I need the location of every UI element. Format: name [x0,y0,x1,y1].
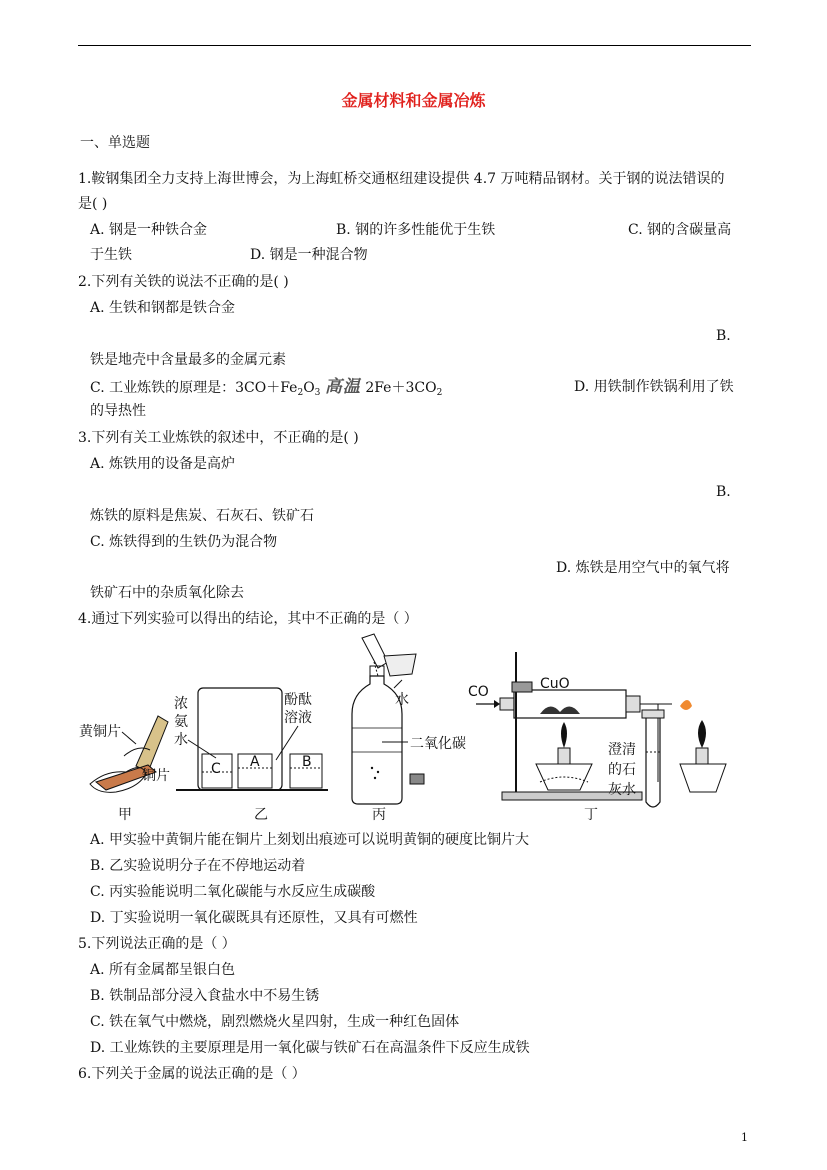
label-jia: 甲 [118,807,132,823]
cap [410,774,424,784]
q1-stem-line1: 1.鞍钢集团全力支持上海世博会，为上海虹桥交通枢纽建设提供 4.7 万吨精品钢材。关于钢的说法错误的 [78,171,725,187]
q2-c-sub1: 2 [297,388,304,398]
q3-option-d-cont: 铁矿石中的杂质氧化除去 [90,585,244,601]
q3-stem: 3.下列有关工业炼铁的叙述中，不正确的是( ) [78,430,359,446]
co-label: CO [468,684,489,700]
copper-label: 铜片 [142,768,170,784]
brass-label: 黄铜片 [79,724,121,740]
q5-option-a[interactable]: A. 所有金属都呈银白色 [90,962,236,978]
q4-option-b[interactable]: B. 乙实验说明分子在不停地运动着 [90,858,306,874]
q3-option-a[interactable]: A. 炼铁用的设备是高炉 [90,456,236,472]
q3-option-b[interactable]: 炼铁的原料是焦炭、石灰石、铁矿石 [90,508,314,524]
high-temp-condition: 高温 [324,377,361,397]
label-ding: 丁 [584,807,598,823]
beaker-b: B [302,754,312,770]
q4-option-a[interactable]: A. 甲实验中黄铜片能在铜片上刻划出痕迹可以说明黄铜的硬度比铜片大 [90,832,530,848]
ammonia-1: 浓 [174,696,188,712]
experiment-bing [352,634,466,823]
phenol-1: 酚酞 [284,692,312,708]
q1-option-a[interactable]: A. 钢是一种铁合金 [90,222,208,238]
experiment-yi [174,688,328,823]
brass-strip [136,716,168,772]
label-yi: 乙 [254,807,268,823]
q2-stem: 2.下列有关铁的说法不正确的是( ) [78,274,289,290]
co2-label: 二氧化碳 [410,736,466,752]
q2-c-sub2: 3 [314,388,321,398]
beaker-a: A [250,754,260,770]
q4-option-c[interactable]: C. 丙实验能说明二氧化碳能与水反应生成碳酸 [90,884,376,900]
q1-option-c-cont: 于生铁 [90,247,132,263]
section-heading: 一、单选题 [80,135,150,151]
lime-2: 的石 [608,762,636,778]
q2-option-d[interactable]: D. 用铁制作铁锅利用了铁 [574,379,734,395]
header-rule [78,45,751,46]
water-label: 水 [395,692,409,708]
q2-option-a[interactable]: A. 生铁和钢都是铁合金 [90,300,236,316]
label-bing: 丙 [372,807,386,823]
q3-option-c[interactable]: C. 炼铁得到的生铁仍为混合物 [90,534,278,550]
cuo-label: CuO [540,676,570,692]
q1-option-b[interactable]: B. 钢的许多性能优于生铁 [336,222,496,238]
q2-option-d-cont: 的导热性 [90,403,146,419]
phenol-2: 溶液 [284,710,312,726]
lime-1: 澄清 [608,742,636,758]
page-title: 金属材料和金属冶炼 [341,91,486,110]
page-number: 1 [741,1131,748,1144]
experiment-jia [79,716,170,823]
water-cup [362,634,388,668]
q6-stem: 6.下列关于金属的说法正确的是（ ） [78,1066,306,1082]
beaker-c: C [211,761,221,777]
flame [680,700,692,710]
q2-c-prefix: C. 工业炼铁的原理是：3CO＋Fe [90,380,298,396]
q1-stem-line2: 是( ) [78,196,108,212]
cuo-powder [540,706,580,714]
experiment-figure [76,632,730,824]
q1-option-d[interactable]: D. 钢是一种混合物 [250,247,368,263]
lime-3: 灰水 [608,782,636,798]
q5-option-c[interactable]: C. 铁在氧气中燃烧，剧烈燃烧火星四射，生成一种红色固体 [90,1014,460,1030]
q2-c-suffix: 2Fe＋3CO [365,380,437,396]
q2-c-mid: O [303,380,315,396]
q5-option-b[interactable]: B. 铁制品部分浸入食盐水中不易生锈 [90,988,320,1004]
q2-c-sub3: 2 [436,388,443,398]
q2-option-c[interactable] [90,377,442,403]
q4-option-d[interactable]: D. 丁实验说明一氧化碳既具有还原性，又具有可燃性 [90,910,418,926]
q5-option-d[interactable]: D. 工业炼铁的主要原理是用一氧化碳与铁矿石在高温条件下反应生成铁 [90,1040,530,1056]
ammonia-3: 水 [174,732,188,748]
q3-option-d[interactable]: D. 炼铁是用空气中的氧气将 [556,560,730,576]
ammonia-2: 氨 [174,714,188,730]
experiment-ding [468,652,726,823]
q4-stem: 4.通过下列实验可以得出的结论，其中不正确的是（ ） [78,611,418,627]
q3-option-b-label[interactable]: B. [716,484,731,500]
q2-option-b-label[interactable]: B. [716,328,731,344]
q2-option-b[interactable]: 铁是地壳中含量最多的金属元素 [90,352,286,368]
q5-stem: 5.下列说法正确的是（ ） [78,936,236,952]
q1-option-c[interactable]: C. 钢的含碳量高 [628,222,732,238]
